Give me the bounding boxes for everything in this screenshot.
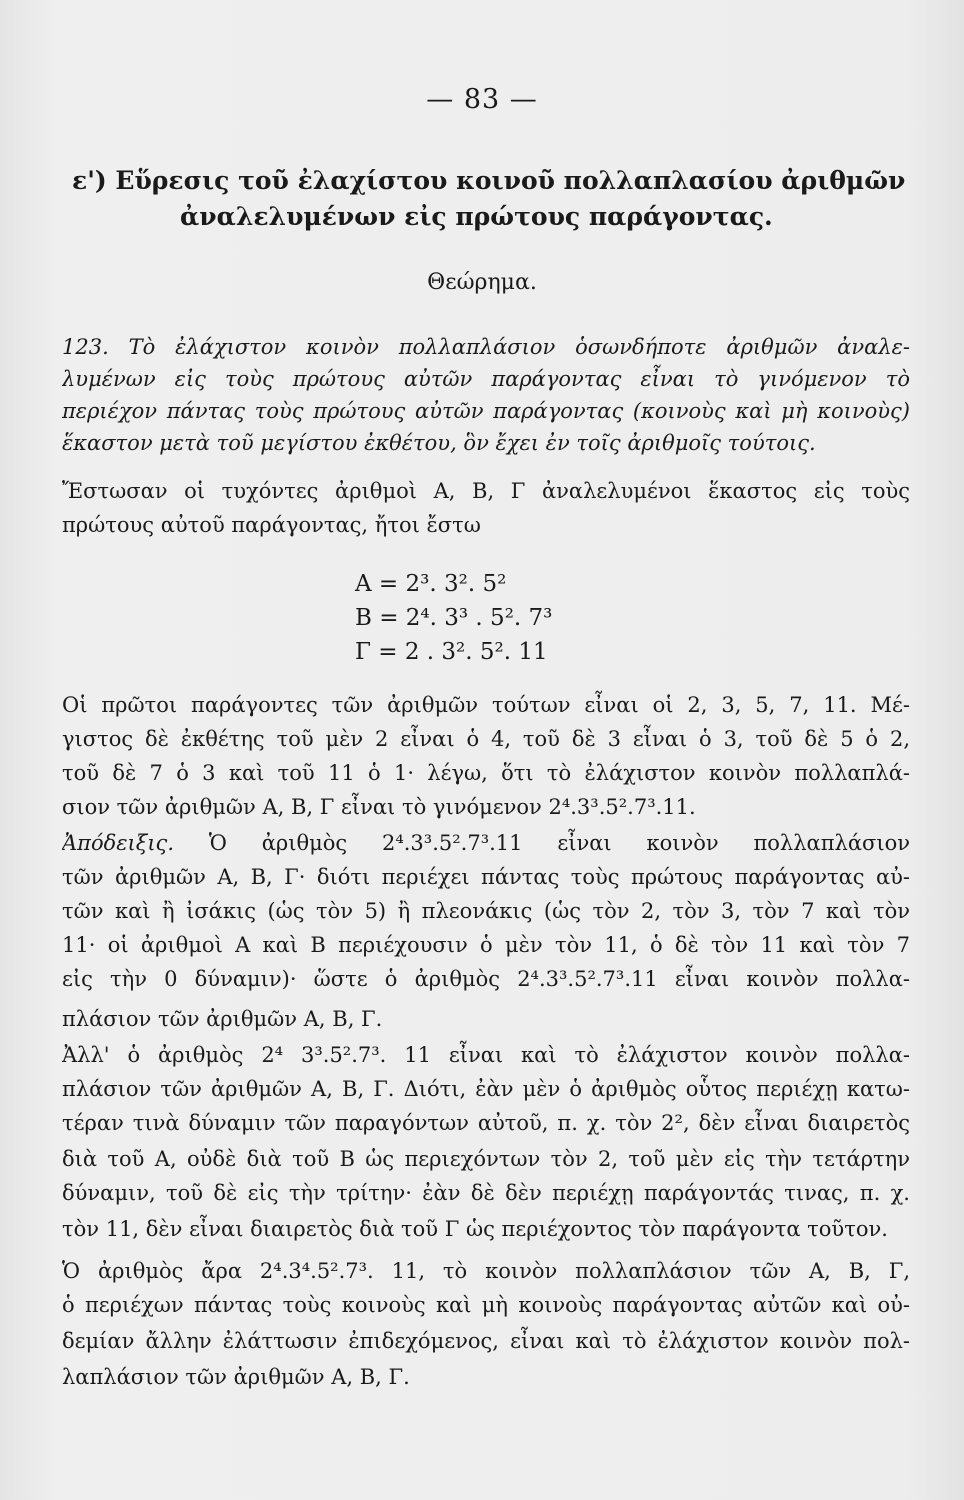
theorem-line-1: 123. Τὸ ἐλάχιστον κοινὸν πολλαπλάσιον ὁσωνδήποτε ἀριθμῶν ἀναλε- <box>62 335 910 359</box>
theorem-line-3: περιέχον πάντας τοὺς πρώτους αὐτῶν παράγοντας (κοινοὺς καὶ μὴ κοινοὺς) <box>62 399 910 423</box>
conclusion-line-4: λαπλάσιον τῶν ἀριθμῶν Α, Β, Γ. <box>62 1365 410 1389</box>
factors-line-1: Οἱ πρῶτοι παράγοντες τῶν ἀριθμῶν τούτων εἶναι οἱ 2, 3, 5, 7, 11. Μέ- <box>62 693 910 717</box>
lcm-line-2: πλάσιον τῶν ἀριθμῶν Α, Β, Γ. Διότι, ἐὰν μὲν ὁ ἀριθμὸς οὗτος περιέχῃ κατω- <box>62 1077 910 1101</box>
hypothesis-line-2: πρώτους αὐτοῦ παράγοντας, ἤτοι ἔστω <box>62 513 481 537</box>
equation-a: Α = 2³. 3². 5² <box>355 571 507 597</box>
proof-line-6: πλάσιον τῶν ἀριθμῶν Α, Β, Γ. <box>62 1007 383 1031</box>
lcm-line-1: Ἀλλ' ὁ ἀριθμὸς 2⁴ 3³.5².7³. 11 εἶναι καὶ τὸ ἐλάχιστον κοινὸν πολλα- <box>62 1043 910 1067</box>
proof-line-2: τῶν ἀριθμῶν Α, Β, Γ· διότι περιέχει πάντας τοὺς πρώτους παράγοντας αὐ- <box>62 865 910 889</box>
hypothesis-line-1: Ἔστωσαν οἱ τυχόντες ἀριθμοὶ Α, Β, Γ ἀναλελυμένοι ἕκαστος εἰς τοὺς <box>62 479 910 503</box>
lcm-line-3: τέραν τινὰ δύναμιν τῶν παραγόντων αὐτοῦ, π. χ. τὸν 2², δὲν εἶναι διαιρετὸς <box>62 1111 910 1135</box>
proof-line-4: 11· οἱ ἀριθμοὶ Α καὶ Β περιέχουσιν ὁ μὲν τὸν 11, ὁ δὲ τὸν 11 καὶ τὸν 7 <box>62 933 910 957</box>
lcm-line-5: δύναμιν, τοῦ δὲ εἰς τὴν τρίτην· ἐὰν δὲ δὲν περιέχῃ παράγοντάς τινας, π. χ. <box>62 1181 910 1205</box>
section-title-line-1: ε') Εὕρεσις τοῦ ἐλαχίστου κοινοῦ πολλαπλασίου ἀριθμῶν <box>72 166 906 195</box>
conclusion-line-2: ὁ περιέχων πάντας τοὺς κοινοὺς καὶ μὴ κοινοὺς παράγοντας αὐτῶν καὶ οὐ- <box>62 1293 910 1317</box>
page-number: — 83 — <box>426 84 538 115</box>
lcm-line-4: διὰ τοῦ Α, οὐδὲ διὰ τοῦ Β ὡς περιεχόντων τὸν 2, τοῦ μὲν εἰς τὴν τετάρτην <box>62 1147 910 1171</box>
theorem-line-4: ἕκαστον μετὰ τοῦ μεγίστου ἐκθέτου, ὃν ἔχει ἐν τοῖς ἀριθμοῖς τούτοις. <box>62 431 816 455</box>
proof-line-1-text: Ὁ ἀριθμὸς 2⁴.3³.5².7³.11 εἶναι κοινὸν πολλαπλάσιον <box>208 831 910 855</box>
proof-line-3: τῶν καὶ ἢ ἰσάκις (ὡς τὸν 5) ἢ πλεονάκις (ὡς τὸν 2, τὸν 3, τὸν 7 καὶ τὸν <box>62 899 910 923</box>
conclusion-line-3: δεμίαν ἄλλην ἐλάττωσιν ἐπιδεχόμενος, εἶναι καὶ τὸ ἐλάχιστον κοινὸν πολ- <box>62 1329 910 1353</box>
factors-line-2: γιστος δὲ ἐκθέτης τοῦ μὲν 2 εἶναι ὁ 4, τοῦ δὲ 3 εἶναι ὁ 3, τοῦ δὲ 5 ὁ 2, <box>62 727 910 751</box>
factors-line-3: τοῦ δὲ 7 ὁ 3 καὶ τοῦ 11 ὁ 1· λέγω, ὅτι τὸ ἐλάχιστον κοινὸν πολλαπλά- <box>62 761 910 785</box>
theorem-line-2: λυμένων εἰς τοὺς πρώτους αὐτῶν παράγοντας εἶναι τὸ γινόμενον τὸ <box>62 367 910 391</box>
section-title-line-2: ἀναλελυμένων εἰς πρώτους παράγοντας. <box>180 202 773 231</box>
proof-label: Ἀπόδειξις. <box>62 831 174 855</box>
proof-line-5: εἰς τὴν 0 δύναμιν)· ὥστε ὁ ἀριθμὸς 2⁴.3³.5².7³.11 εἶναι κοινὸν πολλα- <box>62 967 910 991</box>
factors-line-4: σιον τῶν ἀριθμῶν Α, Β, Γ εἶναι τὸ γινόμενον 2⁴.3³.5².7³.11. <box>62 795 696 819</box>
theorem-heading: Θεώρημα. <box>427 270 537 295</box>
proof-line-1 <box>62 826 910 860</box>
equation-b: Β = 2⁴. 3³ . 5². 7³ <box>355 605 553 631</box>
lcm-line-6: τὸν 11, δὲν εἶναι διαιρετὸς διὰ τοῦ Γ ὡς περιέχοντος τὸν παράγοντα τοῦτον. <box>62 1217 888 1241</box>
equation-g: Γ = 2 . 3². 5². 11 <box>355 639 548 665</box>
conclusion-line-1: Ὁ ἀριθμὸς ἄρα 2⁴.3⁴.5².7³. 11, τὸ κοινὸν πολλαπλάσιον τῶν Α, Β, Γ, <box>62 1259 910 1283</box>
